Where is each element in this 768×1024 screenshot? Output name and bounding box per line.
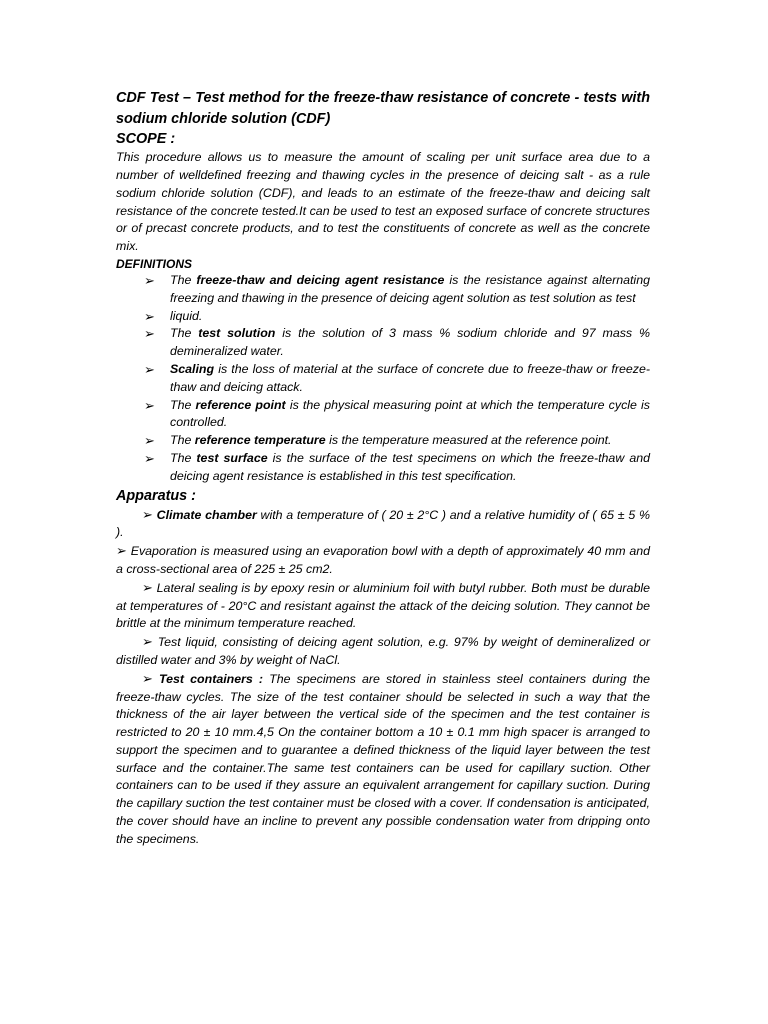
apparatus-item: ➢ Test containers : The specimens are stored in stainless steel containers during the freeze-thaw cycles. The size of the test container should be selected in such a way that the thickness of the air layer between the vertical side of the specimen and the test container is restricted to 20 ± 10 mm.4,5 On the container bottom a 10 ± 0.1 mm high spacer is arranged to support the specimen and to guarantee a defined thickness of the liquid layer between the test surface and the container.The same test containers can be used for capillary suction. Other containers can to be used if they assure an equivalent arrangement for capillary suction. During the capillary suction the test container must be closed with a cover. If condensation is anticipated, the cover should have an incline to prevent any possible condensation water from dripping onto the specimens.: [116, 670, 650, 846]
arrow-bullet-icon: ➢: [144, 308, 155, 324]
arrow-bullet-icon: ➢: [144, 326, 155, 342]
definition-term: Scaling: [170, 361, 215, 376]
arrow-bullet-icon: ➢: [144, 272, 155, 288]
document-page: [116, 88, 650, 849]
definition-term: test surface: [196, 450, 268, 465]
apparatus-heading: Apparatus :: [116, 487, 196, 504]
arrow-bullet-icon: ➢: [144, 450, 155, 466]
arrow-bullet-icon: ➢: [142, 634, 153, 650]
arrow-bullet-icon: ➢: [144, 397, 155, 413]
apparatus-item: ➢ Lateral sealing is by epoxy resin or aluminium foil with butyl rubber. Both must be durable at temperatures of - 20°C and resistant against the attack of the deicing solution. They cannot be brittle at the minimum temperature reached.: [116, 579, 650, 631]
definitions-list: [116, 272, 650, 486]
apparatus-term: Climate chamber: [156, 507, 257, 522]
definition-term: reference temperature: [194, 433, 326, 448]
definitions-heading: DEFINITIONS: [116, 256, 193, 271]
scope-paragraph: This procedure allows us to measure the amount of scaling per unit surface area due to a number of welldefined freezing and thawing cycles in the presence of deicing salt - as a rule sodium chloride solution (CDF), and leads to an estimate of the freeze-thaw and deicing salt resistance of the concrete tested.It can be used to test an exposed surface of concrete structures or of precast concrete products, and to test the constituents of concrete as well as the concrete mix.: [116, 150, 650, 254]
scope-heading: SCOPE :: [116, 131, 176, 148]
definition-item: ➢ liquid.: [144, 308, 203, 324]
document-title: CDF Test – Test method for the freeze-thaw resistance of concrete - tests with sodium chloride solution (CDF): [116, 90, 650, 127]
arrow-bullet-icon: ➢: [142, 670, 153, 686]
apparatus-item: ➢ Evaporation is measured using an evaporation bowl with a depth of approximately 40 mm and a cross-sectional area of 225 ± 25 cm2.: [116, 543, 650, 576]
arrow-bullet-icon: ➢: [142, 579, 153, 595]
definition-item: ➢ The test surface is the surface of the test specimens on which the freeze-thaw and deicing agent resistance is established in this test specification.: [144, 450, 651, 483]
definition-term: test solution: [198, 326, 276, 341]
arrow-bullet-icon: ➢: [144, 361, 155, 377]
definition-item: ➢ The freeze-thaw and deicing agent resistance is the resistance against alternating freezing and thawing in the presence of deicing agent solution as test solution as test: [144, 272, 650, 305]
arrow-bullet-icon: ➢: [142, 506, 153, 522]
arrow-bullet-icon: ➢: [144, 433, 155, 449]
definition-item: ➢ Scaling is the loss of material at the surface of concrete due to freeze-thaw or freeze-thaw and deicing attack.: [144, 361, 650, 394]
definition-item: ➢ The reference temperature is the temperature measured at the reference point.: [144, 433, 612, 449]
definition-item: ➢ The test solution is the solution of 3 mass % sodium chloride and 97 mass % demineralized water.: [144, 326, 651, 359]
definition-item: ➢ The reference point is the physical measuring point at which the temperature cycle is controlled.: [144, 397, 650, 430]
apparatus-item: ➢ Climate chamber with a temperature of ( 20 ± 2°C ) and a relative humidity of ( 65 ± 5 % ).: [116, 506, 650, 540]
arrow-bullet-icon: ➢: [116, 543, 127, 559]
definition-term: reference point: [195, 397, 286, 412]
definition-term: freeze-thaw and deicing agent resistance: [196, 272, 445, 287]
apparatus-item: ➢ Test liquid, consisting of deicing agent solution, e.g. 97% by weight of demineralized or distilled water and 3% by weight of NaCl.: [116, 634, 650, 667]
apparatus-term: Test containers :: [159, 671, 264, 686]
